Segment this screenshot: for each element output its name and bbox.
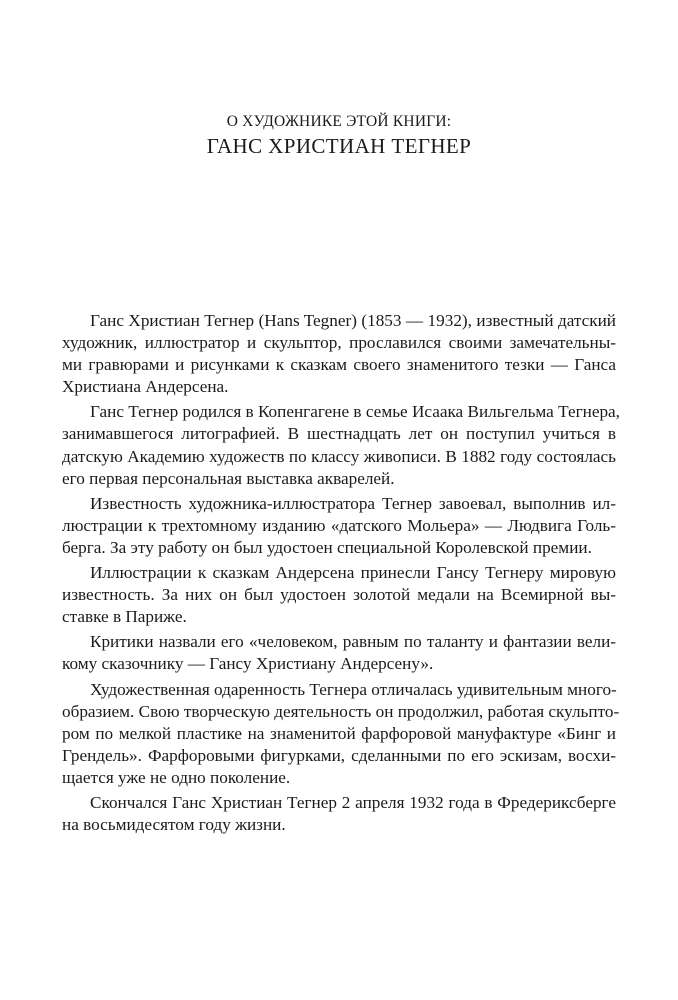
text-line: Критики назвали его «человеком, равным по таланту и фантазии вели-	[90, 632, 616, 652]
text-line: Известность художника-иллюстратора Тегнер завоевал, выполнив ил-	[90, 493, 616, 513]
text-line: занимавшегося литографией. В шестнадцать лет он поступил учиться в	[62, 424, 616, 444]
paragraph	[62, 493, 616, 559]
text-line: Ганс Христиан Тегнер (Hans Tegner) (1853 — 1932), известный датский	[90, 311, 616, 330]
text-line: датскую Академию художеств по классу живописи. В 1882 году состоялась	[62, 446, 616, 466]
body-text	[62, 310, 620, 839]
heading-kicker: О ХУДОЖНИКЕ ЭТОЙ КНИГИ:	[226, 113, 452, 130]
page-title: ГАНС ХРИСТИАН ТЕГНЕР	[206, 134, 472, 158]
text-line: берга. За эту работу он был удостоен специальной Королевской премии.	[62, 537, 592, 557]
text-line: его первая персональная выставка акварелей.	[62, 468, 395, 488]
text-line: Скончался Ганс Христиан Тегнер 2 апреля 1932 года в Фредериксберге	[90, 792, 616, 812]
text-line: художник, иллюстратор и скульптор, прославился своими замечательны-	[62, 333, 616, 353]
text-line: Грендель». Фарфоровыми фигурками, сделанными по его эскизам, восхи-	[62, 745, 616, 765]
text-line: ми гравюрами и рисунками к сказкам своего знаменитого тезки — Ганса	[62, 355, 616, 375]
text-line: Христиана Андерсена.	[62, 377, 229, 397]
text-line: на восьмидесятом году жизни.	[62, 815, 286, 835]
paragraph	[62, 562, 616, 628]
paragraph	[62, 310, 616, 398]
paragraph	[62, 401, 620, 489]
text-line: Художественная одаренность Тегнера отличалась удивительным много-	[90, 679, 617, 699]
text-line: образием. Свою творческую деятельность он продолжил, работая скульпто-	[62, 701, 620, 721]
text-line: Ганс Тегнер родился в Копенгагене в семье Исаака Вильгельма Тегнера,	[90, 402, 620, 422]
text-line: кому сказочнику — Гансу Христиану Андерсену».	[62, 654, 434, 674]
text-line: Иллюстрации к сказкам Андерсена принесли Гансу Тегнеру мировую	[90, 563, 616, 583]
text-line: ром по мелкой пластике на знаменитой фарфоровой мануфактуре «Бинг и	[62, 723, 616, 743]
paragraph	[62, 792, 616, 836]
text-line: ставке в Париже.	[62, 607, 187, 627]
text-line: люстрации к трехтомному изданию «датского Мольера» — Людвига Голь-	[62, 515, 616, 535]
text-line: щается уже не одно поколение.	[62, 767, 291, 787]
text-line: известность. За них он был удостоен золотой медали на Всемирной вы-	[62, 585, 616, 605]
paragraph	[62, 679, 620, 789]
paragraph	[62, 631, 616, 675]
page-heading	[0, 112, 678, 159]
